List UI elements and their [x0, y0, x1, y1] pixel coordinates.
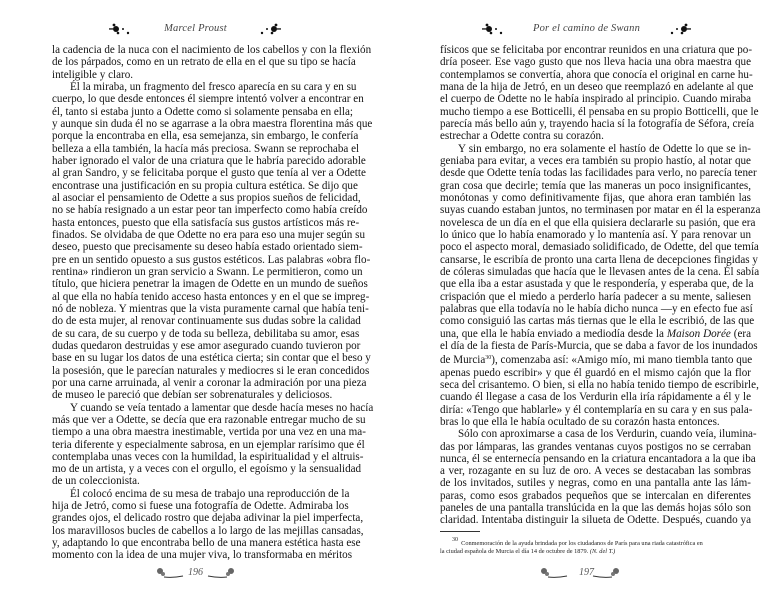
text-line: físicos que se felicitaba por encontrar reunidos en una criatura que po- [440, 44, 753, 56]
text-line: que ella iba a estar asustada y que le respondería, y esperaba que, de la [440, 278, 754, 291]
text-line: suyas cuando estaban juntos, no terminasen por matar en él la esperanza [440, 204, 761, 217]
text-line: belleza a ella también, la hacía más preciosa. Swann se reprochaba el [52, 142, 360, 155]
text-line: porque la encontraba en ella, esa semejanza, sin embargo, le confería [52, 130, 359, 143]
text-line: diría: «Tengo que hablarle» y él contemplaría en su cara y en sus pala- [440, 403, 753, 416]
text-line: tiempo a una obra maestra inestimable, vertida por una vez en una ma- [52, 426, 366, 439]
text-line: Él la miraba, un fragmento del fresco aparecía en su cara y en su [70, 80, 357, 93]
body-text-right [440, 44, 761, 527]
text-line: de museo le pareció que debían ser sobrenaturales y deliciosos. [52, 389, 333, 402]
text-line: a ver, rozagante en su luz de oro. A veces se destacaban las sombras [440, 465, 751, 478]
running-head-left [0, 22, 391, 42]
text-line: por una carne arruinada, al venir a coronar la admiración por una pieza [52, 376, 367, 389]
text-line: cansarse, le escribía de pronto una carta llena de decepciones fingidas y [440, 253, 758, 266]
text-line: hasta entonces, puesto que ella satisfacía sus gustos artísticos más re- [52, 216, 360, 229]
text-line: de su cara, de su cuerpo y de toda su belleza, debilitaba su amor, esas [52, 327, 360, 340]
text-line: nunca, él se enternecía pensando en la criatura encantadora a la que iba [440, 452, 756, 465]
text-line: Y cuando se veía tentado a lamentar que desde hacía meses no hacía [70, 401, 374, 414]
text-line: teria diferente y especialmente sabrosa, en un ejemplar rarísimo que él [52, 438, 365, 451]
text-line: contemplaba unas veces con la humildad, la espiritualidad y el altruis- [52, 450, 364, 463]
text-line: poco el aspecto moral, demasiado solidificado, de Odette, del que temía [440, 241, 759, 254]
text-line: haber ignorado el valor de una criatura que le habría parecido adorable [52, 154, 366, 167]
text-line: al que ella no había tenido acceso hasta entonces y en el que se impreg- [52, 290, 370, 303]
footnote-line: la ciudad española de Murcia el día 14 de octubre de 1879. (N. del T.) [440, 548, 616, 555]
footnote-line: $^{30}$ Conmemoración de la ayuda brindada por los ciudadanos de París para una riada catastrófica en [452, 537, 703, 547]
text-line: título, que hiciera penetrar la imagen de Odette en un mundo de sueños [52, 278, 368, 291]
text-line: lo único que lo había enamorado y lo mantenía así. Y para renovar un [440, 228, 751, 241]
text-line: claridad. Intentaba distinguir la silueta de Odette. Después, cuando ya [440, 514, 751, 527]
text-line: apenas puedo escribir» y que él guardó en el mismo cajón que la flor [440, 366, 751, 379]
text-line: Y sin embargo, no era solamente el hastío de Odette lo que se in- [458, 142, 751, 155]
page-number: 197 [579, 567, 594, 578]
text-line: paras, como esos grabados pequeños que se intercalan en diferentes [440, 489, 751, 502]
text-line: deseo, puesto que precisamente su deseo había estado orientado siem- [52, 241, 363, 254]
text-line: más que ver a Odette, se decía que era razonable entregar mucho de su [52, 413, 366, 426]
text-line: mana de la hija de Jetró, en un deseo que reemplazó en adelante al que [440, 80, 754, 93]
text-line: la cadencia de la nuca con el nacimiento de los cabellos y con la flexión [52, 44, 372, 56]
text-line: mo de un artista, y a veces con el orgullo, el egoísmo y la sensualidad [52, 463, 362, 476]
footnote-reference: 30 [485, 355, 492, 362]
text-line: Sólo con aproximarse a casa de los Verdurin, cuando veía, ilumina- [458, 428, 757, 441]
text-line: de los invitados, sutiles y negras, como en una pantalla ante las lám- [440, 477, 751, 490]
text-line: no se había resignado a un estar peor tan imperfecto como había creído [52, 204, 368, 217]
text-line: paneles de una pantalla translúcida en la que las demás hojas sólo son [440, 502, 751, 515]
text-line: el día de la fiesta de París-Murcia, que se daba a favor de los inundados [440, 339, 758, 352]
folio-ornament-right-icon [206, 566, 236, 580]
text-line: monótonas y como definitivamente fijas, que ahora eran también las [440, 191, 751, 204]
body-text-left [52, 44, 374, 562]
text-line: base en su lugar los datos de una estética cierta; sin contar que el beso y [52, 352, 371, 365]
text-line: bras lo que ella le había ocultado de su corazón hasta entonces. [440, 415, 720, 428]
floral-ornament-icon [666, 22, 692, 38]
page-folio-right [391, 566, 782, 582]
text-line: y aunque sin duda él no se agarrase a la obra maestra florentina más que [52, 117, 373, 130]
text-line: de los párpados, como en un retrato de ella en el que su tipo se hacía [52, 56, 356, 69]
page-folio-left [0, 566, 391, 582]
page-number: 196 [188, 567, 203, 578]
text-line: geniaba para evitar, a veces era también su propio hastío, al notar que [440, 154, 751, 167]
text-line: de Murcia$^{30}$), comenzaba así: «Amigo mío, mi mano tiembla tanto que [440, 354, 753, 367]
running-head-title: Marcel Proust [164, 23, 227, 34]
text-line: crispación que el miedo a perderlo haría padecer a su mente, saliesen [440, 290, 751, 303]
footnote [440, 536, 751, 556]
text-line: el cuerpo de Odette no le había inspirado al principio. Cuando miraba [440, 93, 751, 106]
footnote-rule [440, 531, 480, 532]
running-head-title: Por el camino de Swann [532, 23, 641, 34]
text-line: palabras que ella todavía no le había dicho nunca —y en efecto fue así [440, 302, 753, 315]
text-line: encontrase una justificación en su propia cultura estética. Se dijo que [52, 179, 358, 192]
text-line: los maravillosos bucles de cabellos a lo largo de las mejillas cansadas, [52, 524, 364, 537]
text-line: al gran Sandro, y se felicitaba porque el gusto que tenía al ver a Odette [52, 167, 366, 180]
folio-ornament-right-icon [591, 566, 621, 580]
text-line: de un coleccionista. [52, 475, 140, 488]
text-line: momento con la idea de una mujer viva, lo transformaba en méritos [52, 549, 353, 562]
text-line: seca del crisantemo. O bien, si ella no había tenido tiempo de escribirle, [440, 378, 759, 391]
text-line: dudas quedaron destruidas y ese amor asegurado cuando tuvieron por [52, 339, 361, 352]
text-line: y, adaptando lo que encontraba bello de una manera estética hasta ese [52, 537, 361, 550]
text-line: dría poseer. Ese vago gusto que nos lleva hacia una obra maestra que [440, 56, 751, 69]
text-line: grandes ojos, el delicado rostro que dejaba adivinar la piel imperfecta, [52, 512, 364, 525]
text-line: inteligible y claro. [52, 68, 134, 81]
text-line: Él colocó encima de su mesa de trabajo una reproducción de la [70, 487, 350, 500]
text-line: la posesión, que le parecían naturales y mediocres si le eran concedidos [52, 364, 370, 377]
text-line: estrechar a Odette contra su corazón. [440, 130, 604, 143]
footnote-marker: 30 [452, 537, 458, 543]
text-line: cuerpo, lo que desde entonces él siempre intentó volver a encontrar en [52, 93, 364, 106]
text-line: parecía más bello aún y, trayendo hacia sí la fotografía de Séfora, creía [440, 117, 755, 130]
text-line: contemplamos se convertía, ahora que conocía el original en carne hu- [440, 68, 753, 81]
text-line: desde que Odette tenía todas las facilidades para verlo, no parecía tener [440, 167, 757, 180]
text-line: de cóleras simuladas que hacía que le llevasen antes de la cena. Él sabía [440, 265, 760, 278]
floral-ornament-icon [256, 22, 282, 38]
text-line: cuando él llegase a casa de los Verdurin ella iría rápidamente a él y le [440, 391, 751, 404]
text-line: finados. Se olvidaba de que Odette no era para eso una mujer según su [52, 228, 365, 241]
right-page [391, 0, 782, 600]
italic-title: Maison Dorée [666, 327, 731, 340]
text-line: una, que ella le había enviado a mediodía desde la Maison Dorée (era [440, 327, 751, 340]
text-line: do de esta mujer, al renovar continuamente sus dudas sobre la calidad [52, 315, 361, 328]
text-line: novelesca de un día en el que ella quisiera declararle su pasión, que era [440, 216, 756, 229]
text-line: como consiguió las cartas más tiernas que le ella le escribió, de las que [440, 315, 755, 328]
text-line: gran cosa que decirle; temía que las maneras un poco insignificantes, [440, 179, 751, 192]
text-line: das por lámparas, las grandes ventanas cuyos postigos no se cerraban [440, 440, 751, 453]
text-line: al asociar el pensamiento de Odette a sus propios sueños de felicidad, [52, 191, 361, 204]
text-line: hija de Jetró, como si fuese una fotografía de Odette. Admiraba los [52, 500, 349, 513]
text-line: nó de nobleza. Y mientras que la vista puramente carnal que había teni- [52, 302, 369, 315]
text-line: pre en un sentido opuesto a sus gustos estéticos. Las palabras «obra flo- [52, 253, 371, 266]
text-line: él, tanto si estaba junto a Odette como si solamente pensaba en ella; [52, 105, 353, 118]
text-line: rentina» rindieron un gran servicio a Swann. Le permitieron, como un [52, 265, 363, 278]
running-head-right [391, 22, 782, 42]
text-line: mucho tiempo a ese Botticelli, él pensaba en su propio Botticelli, que le [440, 105, 759, 118]
